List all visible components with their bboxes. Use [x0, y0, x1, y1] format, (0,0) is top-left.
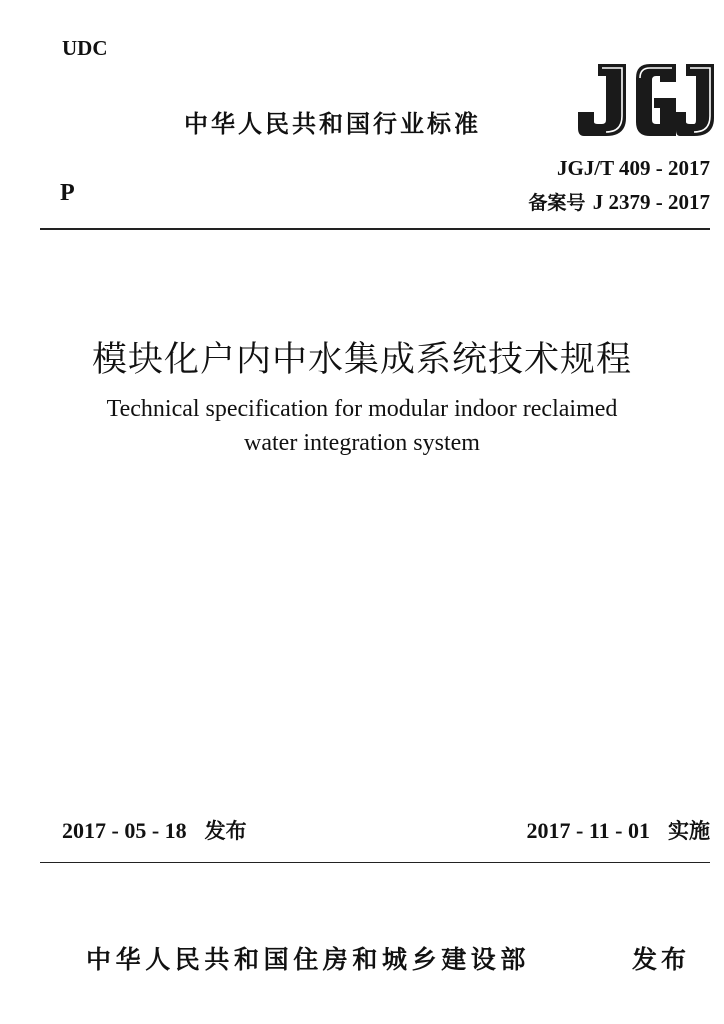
- effective-date: 2017 - 11 - 01: [526, 818, 650, 843]
- udc-label: UDC: [62, 36, 108, 60]
- publisher-name: 中华人民共和国住房和城乡建设部: [86, 945, 531, 974]
- record-number-value: J 2379 - 2017: [592, 190, 710, 214]
- record-number-label: 备案号: [528, 192, 586, 214]
- jgj-logo: [576, 60, 716, 140]
- effective-label: 实施: [668, 819, 710, 843]
- issue-label: 发布: [204, 819, 247, 843]
- record-number-row: [528, 188, 710, 215]
- footer-divider: [40, 862, 710, 863]
- standard-code: JGJ/T 409 - 2017: [556, 156, 710, 180]
- english-title-line-1: Technical specification for modular indoor reclaimed: [106, 396, 618, 422]
- issue-date: 2017 - 05 - 18: [62, 818, 187, 843]
- effective-date-row: [527, 815, 710, 845]
- publish-label: 发布: [631, 945, 690, 974]
- classification-code: P: [60, 180, 75, 206]
- chinese-title: 模块化户内中水集成系统技术规程: [91, 340, 632, 380]
- english-title-line-2: water integration system: [244, 430, 480, 456]
- header-divider: [40, 228, 710, 230]
- issue-date-row: [62, 815, 247, 845]
- industry-standard-heading: 中华人民共和国行业标准: [184, 110, 481, 138]
